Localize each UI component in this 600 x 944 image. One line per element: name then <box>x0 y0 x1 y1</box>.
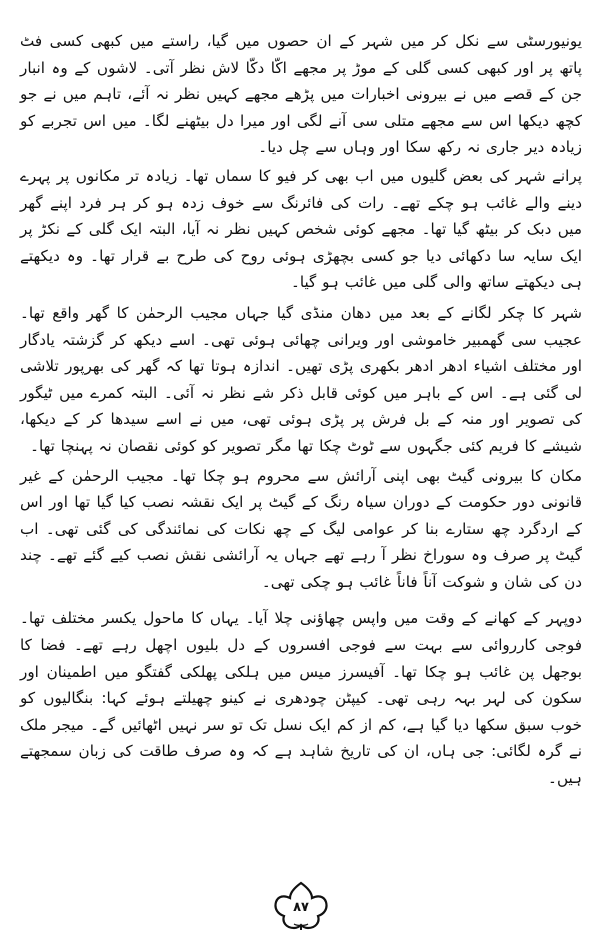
paragraph-1: یونیورسٹی سے نکل کر میں شہر کے ان حصوں میں گیا، راستے میں کبھی کسی فٹ پاتھ پر اور کبھی کسی گلی کے موڑ پر مجھے اکّا دکّا لاش نظر آتی۔ لاشوں کے وہ انبار جن کے قصے میں نے بیرونی اخبارات میں پڑھے مجھے کہیں نظر نہ آئے، تاہم میں نے جو کچھ دیکھا اس سے مجھے متلی سی آنے لگی اور میرا دل بیٹھنے لگا۔ میں اس تجربے کو زیادہ دیر جاری نہ رکھ سکا اور وہاں سے چل دیا۔ <box>20 32 582 157</box>
paragraph-3: شہر کا چکر لگانے کے بعد میں دھان منڈی گیا جہاں مجیب الرحمٰن کا گھر واقع تھا۔ عجیب سی گھمبیر خاموشی اور ویرانی چھائی ہوئی تھی۔ اسے دیکھ کر گزشتہ یادگار اور مختلف اشیاء ادھر ادھر بکھری پڑی تھیں۔ اندازہ ہوتا تھا کہ گھر کی بھرپور تلاشی لی گئی ہے۔ اس کے باہر میں کوئی قابل ذکر شے نظر نہ آئی۔ البتہ کمرے میں ٹیگور کی تصویر اور منہ کے بل فرش پر پڑی ہوئی تھی، میں نے اسے سیدھا کر کے دیکھا، شیشے کا فریم کئی جگہوں سے ٹوٹ چکا تھا مگر تصویر کو کوئی نقصان نہ پہنچا تھا۔ <box>20 303 582 455</box>
page-number: ۸۷ <box>293 900 309 915</box>
page-body-text <box>20 28 582 799</box>
page-footer <box>270 880 332 932</box>
paragraph-4: مکان کا بیرونی گیٹ بھی اپنی آرائش سے محروم ہو چکا تھا۔ مجیب الرحمٰن کے غیر قانونی دور حکومت کے دوران سیاہ رنگ کے گیٹ پر ایک نقشہ نصب کیا گیا تھا اور اس کے اردگرد چھ ستارے بنا کر عوامی لیگ کے چھ نکات کی نمائندگی کی گئی تھی۔ اب گیٹ پر صرف وہ سوراخ نظر آ رہے تھے جہاں یہ آرائشی نقش نصب کیے گئے تھے۔ چند دن کی شان و شوکت آناً فاناً غائب ہو چکی تھی۔ <box>20 466 582 591</box>
paragraph-5: دوپہر کے کھانے کے وقت میں واپس چھاؤنی چلا آیا۔ یہاں کا ماحول یکسر مختلف تھا۔ فوجی کارروائی سے بہت سے فوجی افسروں کے دل بلیوں اچھل رہے تھے۔ فضا کا بوجھل پن غائب ہو چکا تھا۔ آفیسرز میس میں ہلکی پھلکی گفتگو میں اطمینان اور سکون کی لہر بہہ رہی تھی۔ کیپٹن چودھری نے کینو چھیلتے ہوئے کہا: بنگالیوں کو خوب سبق سکھا دیا گیا ہے، کم از کم ایک نسل تک تو سر نہیں اٹھائیں گے۔ میجر ملک نے گرہ لگائی: جی ہاں، ان کی تاریخ شاہد ہے کہ وہ صرف طاقت کی زبان سمجھتے ہیں۔ <box>20 609 582 788</box>
paragraph-2: پرانے شہر کی بعض گلیوں میں اب بھی کر فیو کا سماں تھا۔ زیادہ تر مکانوں پر پہرے دینے والے غائب ہو چکے تھے۔ رات کی فائرنگ سے خوف زدہ ہو کر ہر فرد اپنے گھر میں دبک کر بیٹھ گیا تھا۔ مجھے کوئی شخص کہیں نظر نہ آیا، البتہ ایک گلی کے نکڑ پر ایک سایہ سا دکھائی دیا جو کسی بچھڑی ہوئی روح کی طرح بے قرار تھا۔ وہ دیکھتے ہی دیکھتے ساتھ والی گلی میں غائب ہو گیا۔ <box>20 166 582 292</box>
